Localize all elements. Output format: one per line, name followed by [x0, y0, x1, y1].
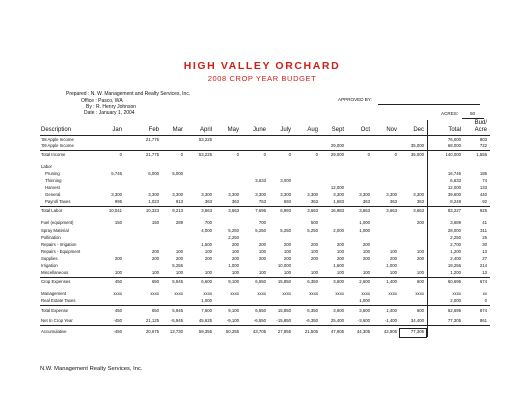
cell-value: 2,000: [450, 298, 461, 303]
accumulative-total-box: [399, 328, 427, 338]
cell-value: 100: [310, 249, 318, 254]
cell-value: 3,663: [201, 208, 212, 213]
col-header-bud-acre-part: Acre: [474, 127, 487, 133]
row-label: Thinning: [45, 178, 62, 183]
col-header-july: July: [280, 127, 291, 133]
row-label: Management: [41, 291, 67, 296]
cell-value: 1,600: [333, 263, 344, 268]
row-rule: [40, 277, 490, 278]
cell-value: 5,256: [172, 263, 183, 268]
col-header-dec: Dec: [413, 127, 424, 133]
cell-value: xx: [482, 291, 487, 296]
row-label: Accumulative: [41, 329, 67, 334]
cell-value: 3,300: [148, 192, 159, 197]
cell-value: 3,300: [228, 192, 239, 197]
cell-value: 5,945: [172, 279, 183, 284]
cell-value: 10,041: [108, 208, 122, 213]
cell-value: 1,023: [148, 199, 159, 204]
cell-value: 92: [482, 199, 487, 204]
cell-value: 2,700: [450, 242, 461, 247]
cell-value: 1,500: [201, 242, 212, 247]
cell-value: 3,689: [450, 220, 461, 225]
cell-value: 3,300: [280, 192, 291, 197]
approved-label: APPROVED BY:: [338, 97, 372, 102]
cell-value: 1,400: [386, 308, 397, 313]
page-subtitle: 2008 CROP YEAR BUDGET: [207, 74, 317, 83]
cell-value: 3,300: [201, 192, 212, 197]
cell-value: -450: [113, 318, 122, 323]
cell-value: 60,695: [447, 279, 461, 284]
cell-value: 13: [482, 270, 487, 275]
cell-value: 39,600: [447, 192, 461, 197]
cell-value: 100: [283, 249, 291, 254]
cell-value: 15,850: [277, 308, 291, 313]
cell-value: 150: [151, 220, 159, 225]
cell-value: 3,300: [111, 192, 122, 197]
cell-value: xxxx: [257, 291, 266, 296]
cell-value: -9,100: [226, 318, 239, 323]
row-label: Labor: [41, 164, 52, 169]
cell-value: 100: [231, 249, 239, 254]
cell-value: 2,400: [450, 256, 461, 261]
cell-value: 200: [204, 256, 212, 261]
cell-value: 100: [175, 270, 183, 275]
cell-value: 50,255: [225, 329, 239, 334]
cell-value: 600: [416, 308, 424, 313]
cell-value: 3,300: [413, 192, 424, 197]
cell-value: 100: [204, 270, 212, 275]
cell-value: 2,000: [333, 228, 344, 233]
cell-value: 722: [479, 143, 487, 148]
cell-value: 925: [479, 208, 487, 213]
cell-value: 200: [416, 220, 424, 225]
cell-value: xxxx: [282, 291, 291, 296]
cell-value: 1,556: [476, 152, 487, 157]
cell-value: 200: [362, 242, 370, 247]
cell-value: 0: [288, 152, 291, 157]
cell-value: 20,675: [145, 329, 159, 334]
cell-value: 3,300: [255, 192, 266, 197]
cell-value: 6,993: [280, 208, 291, 213]
col-header-sept: Sept: [331, 127, 344, 133]
cell-value: 21,775: [145, 137, 159, 142]
cell-value: 3,300: [307, 192, 318, 197]
col-header-bud-acre: [457, 120, 487, 134]
cell-value: 6,350: [307, 308, 318, 313]
cell-value: 0: [484, 298, 487, 303]
cell-value: 200: [310, 256, 318, 261]
row-label: Miscellaneous: [41, 270, 69, 275]
row-label: Payroll Taxes: [45, 199, 71, 204]
col-header-jan: Jan: [112, 127, 122, 133]
cell-value: xxxx: [361, 291, 370, 296]
row-rule: [40, 206, 490, 207]
cell-value: xxxx: [230, 291, 239, 296]
cell-value: 83,227: [447, 208, 461, 213]
cell-value: -5,945: [170, 318, 183, 323]
cell-value: 0: [119, 152, 122, 157]
cell-value: 53,225: [198, 152, 212, 157]
cell-value: 363: [389, 199, 397, 204]
cell-value: 874: [479, 308, 487, 313]
cell-value: 5,746: [111, 171, 122, 176]
total-column-divider: [427, 120, 428, 337]
cell-value: 41: [482, 220, 487, 225]
cell-value: 200: [389, 256, 397, 261]
cell-value: 1,000: [201, 298, 212, 303]
row-label: Supplies: [41, 256, 58, 261]
cell-value: 5,250: [228, 228, 239, 233]
cell-value: 0: [236, 152, 239, 157]
cell-value: 693: [283, 199, 291, 204]
cell-value: xxxx: [335, 291, 344, 296]
cell-value: 35,000: [410, 152, 424, 157]
cell-value: 5,000: [172, 171, 183, 176]
cell-value: 0: [263, 152, 266, 157]
cell-value: 3,300: [333, 192, 344, 197]
row-label: Repairs - Equipment: [41, 249, 81, 254]
cell-value: 10,000: [277, 263, 291, 268]
net-rule: [40, 325, 490, 326]
col-header-mar: Mar: [172, 127, 183, 133]
cell-value: 200: [310, 242, 318, 247]
cell-value: 3,633: [255, 178, 266, 183]
cell-value: 12,000: [447, 185, 461, 190]
cell-value: -3,600: [357, 318, 370, 323]
cell-value: 100: [310, 270, 318, 275]
cell-value: 200: [362, 256, 370, 261]
cell-value: 200: [283, 256, 291, 261]
cell-value: 200: [231, 242, 239, 247]
cell-value: 13: [482, 249, 487, 254]
cell-value: 1,000: [359, 298, 370, 303]
cell-value: 100: [336, 270, 344, 275]
cell-value: 650: [151, 279, 159, 284]
cell-value: 1,000: [386, 263, 397, 268]
cell-value: 53,225: [198, 137, 212, 142]
cell-value: 100: [416, 249, 424, 254]
row-label: Spray Material: [41, 228, 69, 233]
col-header-feb: Feb: [148, 127, 159, 133]
cell-value: 200: [151, 256, 159, 261]
cell-value: 995: [114, 199, 122, 204]
cell-value: 6,350: [307, 279, 318, 284]
footer-company: N.W. Management Realty Services, Inc.: [40, 366, 143, 372]
col-header-oct: Oct: [360, 127, 370, 133]
cell-value: 913: [175, 199, 183, 204]
cell-value: 311: [480, 228, 487, 233]
row-label: Total Labor: [41, 208, 63, 213]
cell-value: 9,100: [228, 308, 239, 313]
prepared-by: Prepared : N. W. Management and Realty Services, Inc.: [66, 91, 191, 97]
cell-value: 62,695: [447, 308, 461, 313]
cell-value: 4,000: [201, 228, 212, 233]
cell-value: 200: [336, 242, 344, 247]
cell-value: 45,625: [198, 318, 212, 323]
row-label: Pollination: [41, 235, 61, 240]
cell-value: 3,300: [386, 192, 397, 197]
cell-value: 100: [204, 249, 212, 254]
cell-value: 3,600: [333, 308, 344, 313]
cell-value: 68,000: [447, 143, 461, 148]
cell-value: 8,248: [450, 199, 461, 204]
office: Office : Pasco, WA: [81, 98, 123, 104]
cell-value: 43,705: [252, 329, 266, 334]
cell-value: 674: [479, 279, 487, 284]
cell-value: 0: [180, 152, 183, 157]
cell-value: 77,305: [447, 318, 461, 323]
cell-value: 363: [362, 199, 370, 204]
cell-value: xxxx: [415, 291, 424, 296]
cell-value: 650: [151, 308, 159, 313]
cell-value: 214: [479, 263, 487, 268]
cell-value: 6,550: [255, 279, 266, 284]
cell-value: 3,600: [333, 279, 344, 284]
cell-value: xxxx: [203, 291, 212, 296]
cell-value: 450: [114, 308, 122, 313]
approved-line: [378, 104, 480, 105]
cell-value: 6,633: [450, 178, 461, 183]
row-label: Total Expense: [41, 308, 68, 313]
cell-value: 1,000: [228, 263, 239, 268]
acres-line: [462, 118, 484, 119]
cell-value: 5,250: [307, 228, 318, 233]
cell-value: 6,550: [255, 308, 266, 313]
row-label: Repairs - Irrigation: [41, 242, 77, 247]
cell-value: -6,350: [305, 318, 318, 323]
acres-label: ACRES:: [441, 111, 459, 116]
cell-value: 700: [258, 220, 266, 225]
cell-value: xxxx: [309, 291, 318, 296]
col-header-total: Total: [448, 127, 461, 133]
cell-value: 440: [479, 192, 487, 197]
cell-value: 200: [416, 256, 424, 261]
row-rule: [40, 305, 490, 306]
cell-value: 500: [310, 220, 318, 225]
cell-value: 3,300: [359, 192, 370, 197]
cell-value: 7,696: [255, 208, 266, 213]
cell-value: 100: [175, 249, 183, 254]
cell-value: 34,400: [410, 318, 424, 323]
cell-value: 19,256: [447, 263, 461, 268]
cell-value: 21,775: [145, 152, 159, 157]
cell-value: xxxx: [174, 291, 183, 296]
cell-value: 21,125: [145, 318, 159, 323]
cell-value: 15,850: [277, 279, 291, 284]
cell-value: 25,400: [330, 318, 344, 323]
cell-value: 100: [362, 249, 370, 254]
row-rule: [40, 150, 490, 151]
cell-value: 25: [482, 235, 487, 240]
cell-value: 0: [315, 152, 318, 157]
row-label: Net In Crop Year: [41, 318, 73, 323]
cell-value: 30: [482, 242, 487, 247]
cell-value: 289: [175, 220, 183, 225]
header-rule: [40, 135, 490, 136]
cell-value: 47,905: [330, 329, 344, 334]
cell-value: 77,305: [410, 329, 424, 334]
col-header-april: April: [199, 127, 212, 133]
cell-value: -15,850: [276, 318, 291, 323]
cell-value: 29,000: [330, 143, 344, 148]
cell-value: 0: [367, 152, 370, 157]
cell-value: 16,746: [447, 171, 461, 176]
cell-value: 1,683: [333, 199, 344, 204]
author: By : R. Henry Johnson: [86, 104, 137, 110]
cell-value: 200: [231, 256, 239, 261]
cell-value: 28,000: [447, 228, 461, 233]
cell-value: 59,355: [198, 329, 212, 334]
cell-value: 5,250: [280, 228, 291, 233]
cell-value: xxxx: [150, 291, 159, 296]
cell-value: 200: [336, 256, 344, 261]
cell-value: 100: [336, 249, 344, 254]
cell-value: 100: [362, 270, 370, 275]
cell-value: 763: [258, 199, 266, 204]
col-header-nov: Nov: [386, 127, 397, 133]
cell-value: 363: [204, 199, 212, 204]
cell-value: 21,505: [304, 329, 318, 334]
cell-value: 700: [204, 220, 212, 225]
cell-value: 200: [114, 256, 122, 261]
cell-value: 200: [175, 256, 183, 261]
row-label: Pruning: [45, 171, 60, 176]
cell-value: 29,000: [330, 152, 344, 157]
cell-value: 13,730: [169, 329, 183, 334]
row-label: Irrigation: [41, 263, 58, 268]
cell-value: 16,983: [330, 208, 344, 213]
cell-value: 44,305: [356, 329, 370, 334]
cell-value: 3,663: [359, 208, 370, 213]
row-label: Total Income: [41, 152, 66, 157]
row-label: '08 Apple Income: [41, 137, 74, 142]
cell-value: 27: [482, 256, 487, 261]
cell-value: 0: [394, 152, 397, 157]
cell-value: 100: [389, 270, 397, 275]
cell-value: 7,600: [201, 308, 212, 313]
date: Date : January 1, 2004: [84, 110, 135, 116]
cell-value: 363: [231, 199, 239, 204]
cell-value: 12,000: [330, 185, 344, 190]
cell-value: 35,000: [410, 143, 424, 148]
cell-value: 861: [479, 318, 487, 323]
col-header-bud-acre-part: Bud/: [474, 120, 487, 126]
cell-value: 3,600: [359, 308, 370, 313]
cell-value: 100: [231, 270, 239, 275]
cell-value: 100: [258, 249, 266, 254]
cell-value: 200: [258, 256, 266, 261]
cell-value: 3,000: [280, 178, 291, 183]
cell-value: 10,323: [145, 208, 159, 213]
cell-value: 5,250: [255, 228, 266, 233]
cell-value: xxxx: [113, 291, 122, 296]
row-label: '09 Apple Income: [41, 143, 74, 148]
cell-value: 150: [114, 220, 122, 225]
cell-value: 100: [389, 249, 397, 254]
cell-value: 76,000: [447, 137, 461, 142]
row-label: Real Estate Taxes: [41, 298, 76, 303]
cell-value: 3,663: [228, 208, 239, 213]
row-label: Crop Expenses: [41, 279, 71, 284]
cell-value: 3,663: [386, 208, 397, 213]
cell-value: 9,100: [228, 279, 239, 284]
cell-value: 5,945: [172, 308, 183, 313]
cell-value: 1,200: [450, 270, 461, 275]
cell-value: 2,250: [450, 235, 461, 240]
cell-value: xxxx: [452, 291, 461, 296]
cell-value: xxxx: [388, 291, 397, 296]
row-label: Fuel (equipment): [41, 220, 74, 225]
cell-value: 2,250: [228, 235, 239, 240]
cell-value: 133: [479, 185, 487, 190]
row-label: General: [45, 192, 61, 197]
cell-value: 186: [479, 171, 487, 176]
cell-value: 27,855: [277, 329, 291, 334]
cell-value: -6,550: [253, 318, 266, 323]
cell-value: 1,000: [359, 228, 370, 233]
cell-value: 100: [416, 270, 424, 275]
cell-value: 200: [258, 242, 266, 247]
cell-value: 1,400: [386, 279, 397, 284]
col-header-may: May: [227, 127, 239, 133]
cell-value: 2,600: [359, 279, 370, 284]
cell-value: 100: [283, 270, 291, 275]
col-header-description: Description: [41, 127, 72, 133]
cell-value: 600: [416, 279, 424, 284]
cell-value: 140,000: [445, 152, 461, 157]
cell-value: 1,000: [359, 220, 370, 225]
cell-value: 9,213: [172, 208, 183, 213]
cell-value: 3,663: [307, 208, 318, 213]
cell-value: -450: [113, 329, 122, 334]
acres-value: 50: [470, 111, 476, 116]
cell-value: 363: [416, 199, 424, 204]
cell-value: 803: [479, 137, 487, 142]
cell-value: 200: [283, 242, 291, 247]
cell-value: 74: [482, 178, 487, 183]
cell-value: 100: [258, 270, 266, 275]
cell-value: 6,000: [148, 171, 159, 176]
cell-value: 3,663: [413, 208, 424, 213]
cell-value: -1,400: [384, 318, 397, 323]
cell-value: 1,200: [450, 249, 461, 254]
col-header-june: June: [252, 127, 266, 133]
row-label: Harvest: [45, 185, 60, 190]
cell-value: 200: [151, 249, 159, 254]
cell-value: 450: [114, 279, 122, 284]
cell-value: 6,600: [201, 279, 212, 284]
cell-value: 100: [151, 270, 159, 275]
page-title: HIGH VALLEY ORCHARD: [183, 60, 341, 72]
cell-value: 42,905: [383, 329, 397, 334]
cell-value: 3,300: [172, 192, 183, 197]
cell-value: 100: [114, 270, 122, 275]
cell-value: 363: [310, 199, 318, 204]
col-header-aug: Aug: [307, 127, 318, 133]
